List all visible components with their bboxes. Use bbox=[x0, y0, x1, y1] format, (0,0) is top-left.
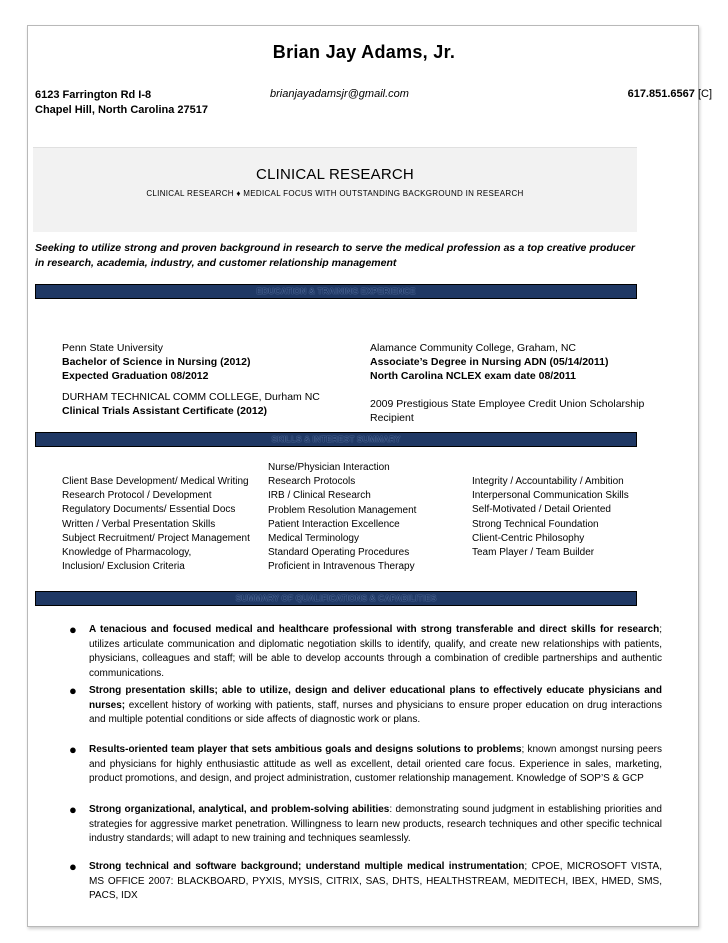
item-detail: ; known amongst nursing peers and physicians for highly enthusiastic attitude as well as excellent, detail oriented care focus. Experience in sales, marketing, product promotions, and design, and project administration, customer relationship management. Knowledge of SOP’S & GCP bbox=[89, 744, 663, 784]
certificate: Clinical Trials Assistant Certificate (2012) bbox=[62, 405, 268, 417]
phone-digits: 617.851.6567 bbox=[627, 88, 695, 100]
skill-item: Problem Resolution Management bbox=[268, 504, 417, 516]
item-lead: Strong presentation skills; able to utilize, design and deliver educational plans to effectively educate physicians and nurses; bbox=[89, 685, 662, 711]
email-address[interactable]: brianjayadamsjr@gmail.com bbox=[270, 88, 409, 100]
skill-item: Nurse/Physician Interaction bbox=[268, 462, 390, 473]
school-name: Alamance Community College, Graham, NC bbox=[370, 342, 576, 354]
address bbox=[35, 88, 208, 118]
item-detail: : demonstrating sound judgment in establishing priorities and strategies for aggressive market penetration. Willingness to learn new products, research techniques and other specific technical industry standards; will adapt to new training and techniques seamlessly. bbox=[89, 804, 662, 844]
scholarship: 2009 Prestigious State Employee Credit Union Scholarship Recipient bbox=[370, 398, 645, 424]
phone-number bbox=[628, 88, 712, 100]
skill-item: Strong Technical Foundation bbox=[472, 518, 599, 530]
education-right-2 bbox=[370, 397, 670, 425]
item-detail: excellent history of working with patients, staff, nurses and physicians to ensure proper education on drug interactions and multiple potential conditions or side affects of diagnostic work or plans. bbox=[89, 699, 662, 725]
item-detail: ; utilizes articulate communication and diplomatic negotiation skills to identify, qualify, and create new relationships with patients, physicians, colleagues and staff; will be able to develop accounts through a combination of credible partnerships and authentic communications. bbox=[89, 624, 662, 679]
item-lead: Results-oriented team player that sets ambitious goals and designs solutions to problems bbox=[89, 744, 522, 755]
school-name: Penn State University bbox=[62, 342, 163, 354]
skill-item: Patient Interaction Excellence bbox=[268, 518, 400, 530]
degree: Bachelor of Science in Nursing (2012) bbox=[62, 356, 251, 368]
candidate-name: Brian Jay Adams, Jr. bbox=[272, 42, 456, 62]
skill-item: Regulatory Documents/ Essential Docs bbox=[62, 504, 236, 516]
exam-date: North Carolina NCLEX exam date 08/2011 bbox=[370, 370, 576, 382]
section-header-qualifications: SUMMARY OF QUALIFICATIONS & CAPABILITIES bbox=[35, 591, 637, 606]
skill-item: Interpersonal Communication Skills bbox=[472, 490, 629, 502]
skills-column-1 bbox=[62, 475, 267, 574]
skill-item: Knowledge of Pharmacology, bbox=[62, 547, 192, 559]
item-lead: A tenacious and focused medical and healthcare professional with strong transferable and direct skills for research bbox=[89, 624, 660, 635]
address-line-2: Chapel Hill, North Carolina 27517 bbox=[35, 104, 208, 116]
education-left-1 bbox=[62, 341, 352, 383]
bullet-icon: ● bbox=[69, 622, 77, 637]
phone-type: [C] bbox=[697, 88, 712, 100]
skill-item: Team Player / Team Builder bbox=[472, 547, 595, 559]
graduation: Expected Graduation 08/2012 bbox=[62, 370, 209, 382]
skill-item: Client Base Development/ Medical Writing bbox=[62, 476, 249, 487]
skills-column-2 bbox=[268, 461, 468, 575]
item-lead: Strong technical and software background; understand multiple medical instrumentation bbox=[89, 861, 525, 872]
skills-column-3 bbox=[472, 475, 662, 560]
section-header-education: EDUCATION & TRAINING EXPERIENCE bbox=[35, 284, 637, 299]
item-lead: Strong organizational, analytical, and problem-solving abilities bbox=[89, 804, 390, 815]
skill-item: Written / Verbal Presentation Skills bbox=[62, 518, 216, 530]
school-name: DURHAM TECHNICAL COMM COLLEGE, Durham NC bbox=[62, 391, 320, 403]
banner-subtitle: CLINICAL RESEARCH ♦ MEDICAL FOCUS WITH OUTSTANDING BACKGROUND IN RESEARCH bbox=[146, 189, 524, 198]
skill-item: Research Protocols bbox=[268, 476, 356, 488]
title-banner bbox=[33, 147, 637, 232]
item-detail: ; CPOE, MICROSOFT VISTA, MS OFFICE 2007: BLACKBOARD, PYXIS, MYSIS, CITRIX, SAS, DHTS, HEALTHSTREAM, MEDITECH, IBEX, HMED, SMS, PACS, IDX bbox=[89, 861, 662, 901]
skill-item: Integrity / Accountability / Ambition bbox=[472, 476, 624, 487]
banner-title: CLINICAL RESEARCH bbox=[256, 166, 414, 183]
skill-item: Standard Operating Procedures bbox=[268, 547, 410, 559]
bullet-icon: ● bbox=[69, 742, 77, 757]
skill-item: Research Protocol / Development bbox=[62, 490, 212, 502]
section-header-skills: SKILLS & INTEREST SUMMARY bbox=[35, 432, 637, 447]
skill-item: IRB / Clinical Research bbox=[268, 490, 371, 502]
skill-item: Inclusion/ Exclusion Criteria bbox=[62, 561, 185, 573]
bullet-icon: ● bbox=[69, 683, 77, 698]
skill-item: Medical Terminology bbox=[268, 533, 359, 545]
skill-item: Self-Motivated / Detail Oriented bbox=[472, 504, 611, 516]
objective-statement: Seeking to utilize strong and proven background in research to serve the medical profession as a top creative producer in research, academia, industry, and customer relationship management bbox=[35, 242, 635, 269]
education-left-2 bbox=[62, 390, 352, 418]
address-line-1: 6123 Farrington Rd I-8 bbox=[35, 89, 152, 101]
skill-item: Client-Centric Philosophy bbox=[472, 532, 585, 544]
bullet-icon: ● bbox=[69, 802, 77, 817]
bullet-icon: ● bbox=[69, 859, 77, 874]
skill-item: Subject Recruitment/ Project Management bbox=[62, 532, 250, 544]
education-right-1 bbox=[370, 341, 670, 383]
skill-item: Proficient in Intravenous Therapy bbox=[268, 561, 415, 573]
degree: Associate’s Degree in Nursing ADN (05/14/2011) bbox=[370, 356, 609, 368]
